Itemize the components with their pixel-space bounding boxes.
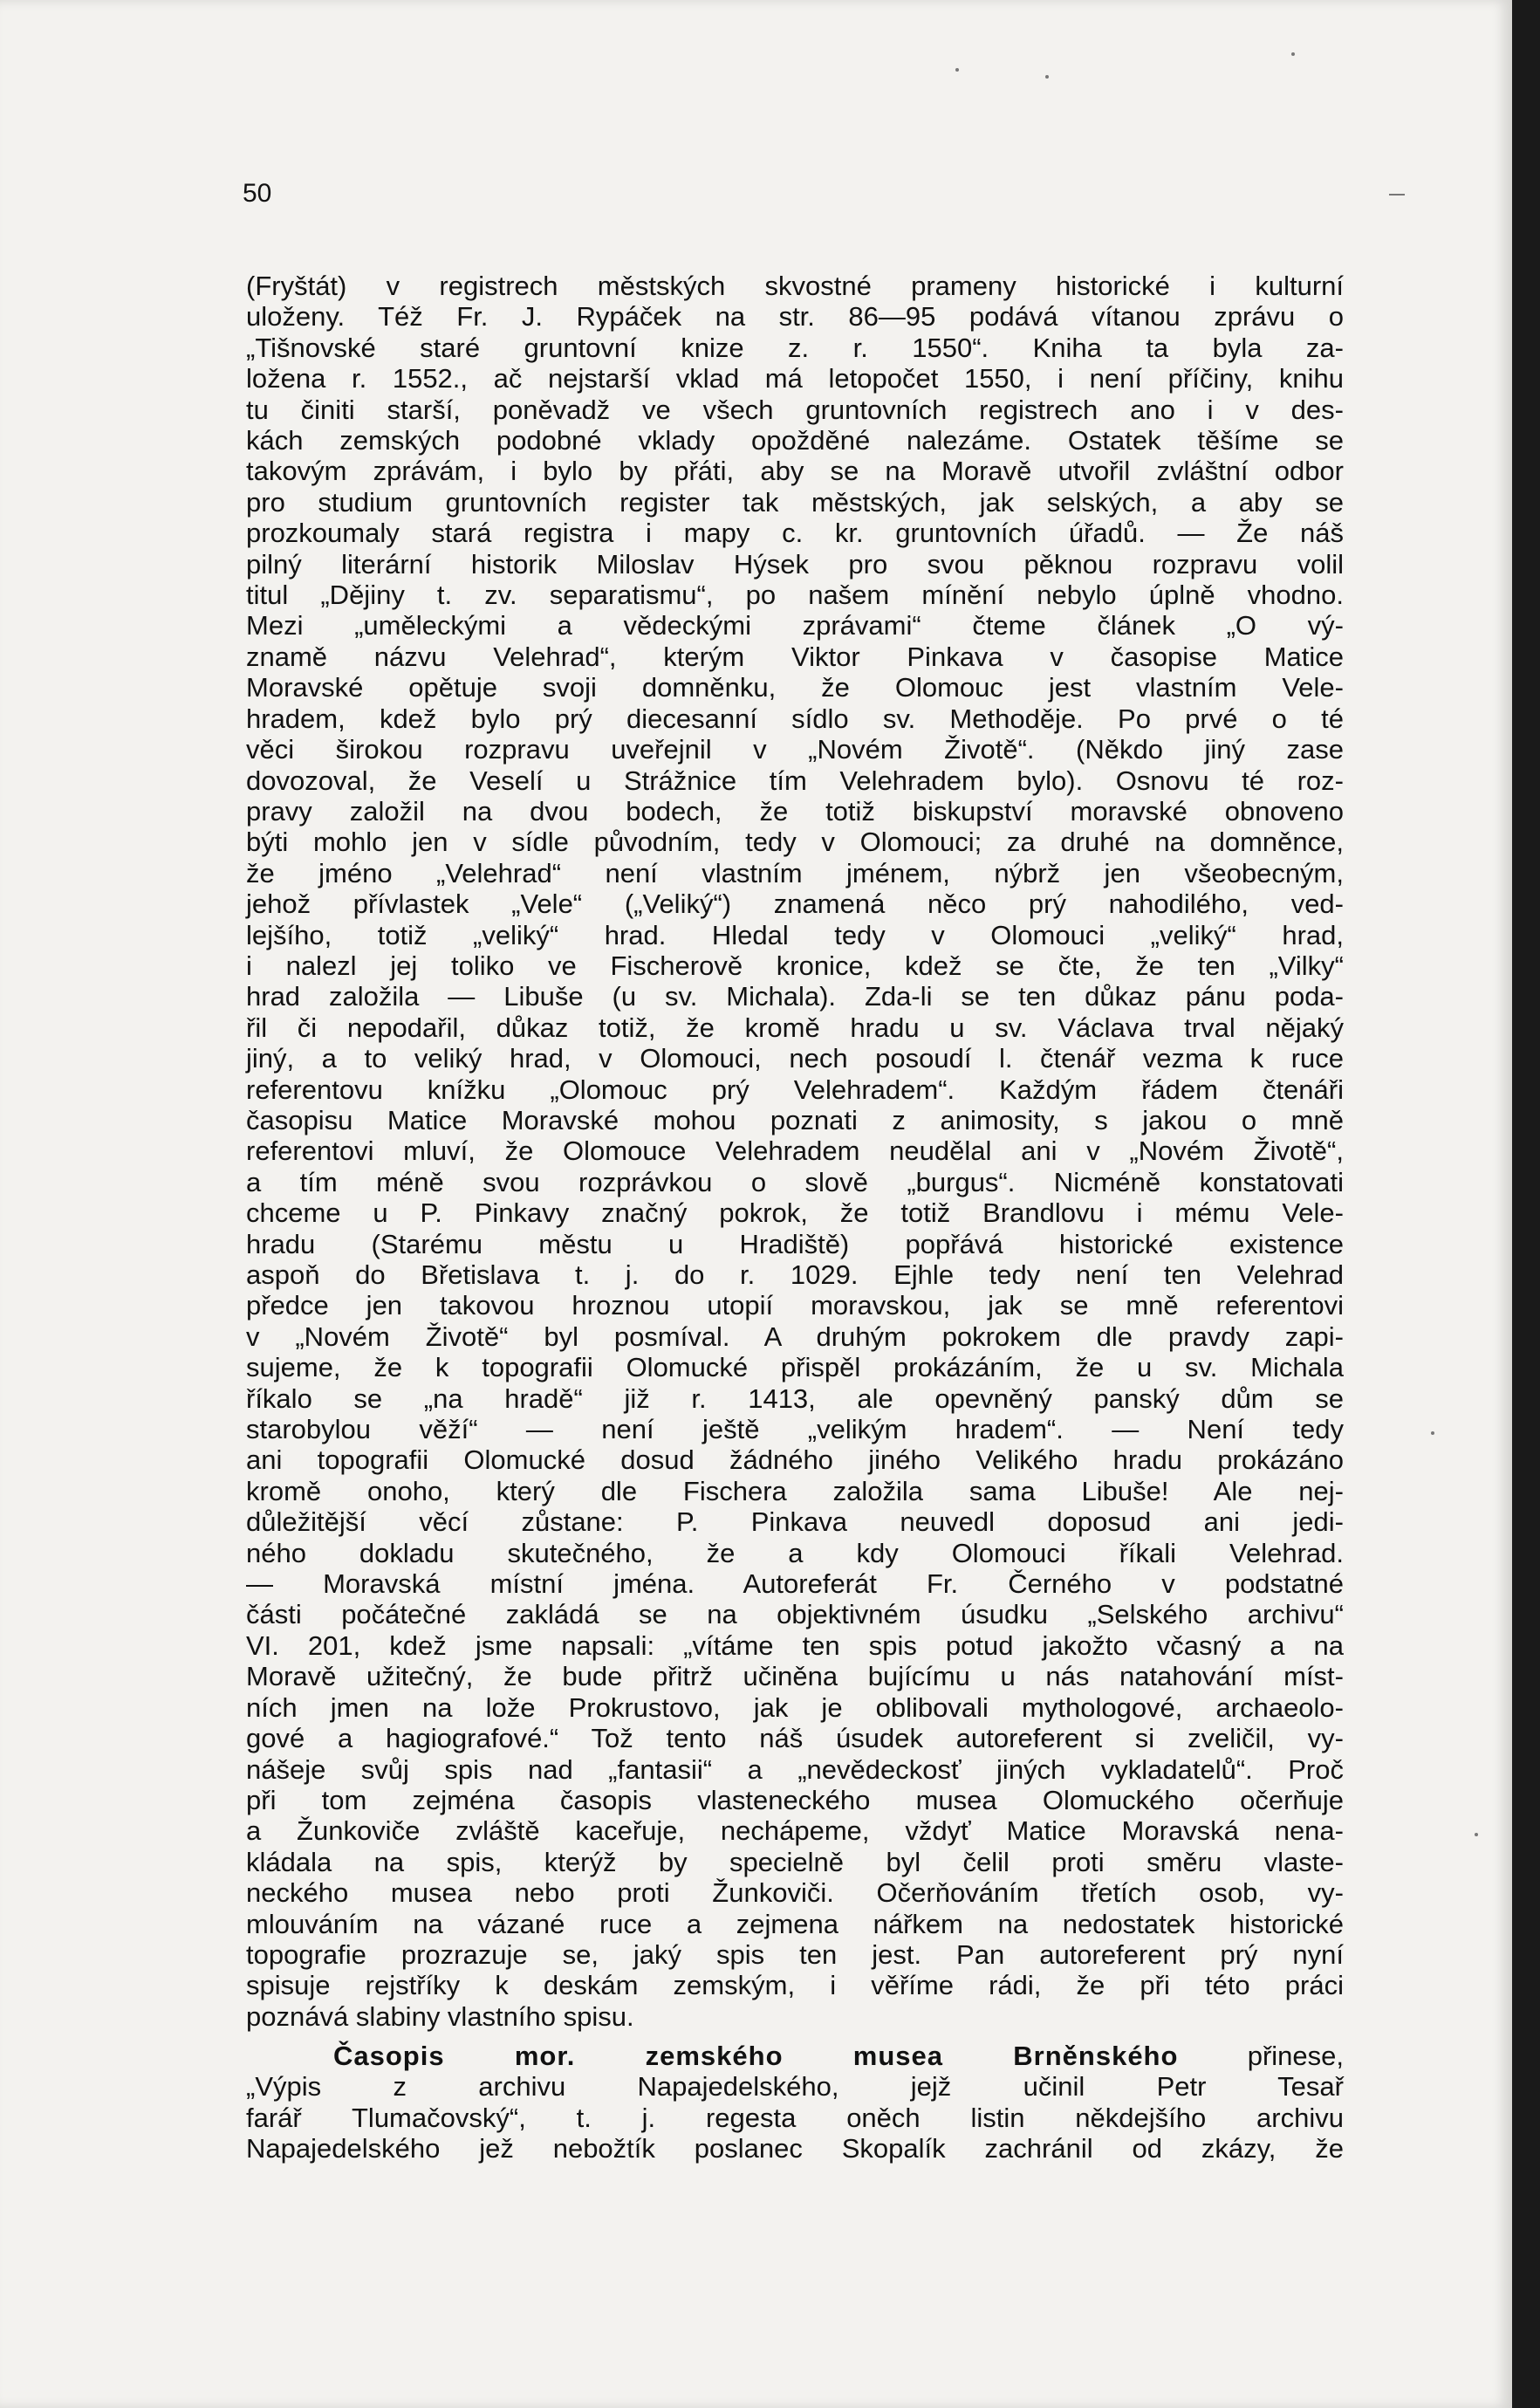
text-line: ného dokladu skutečného, že a kdy Olomouci říkali Velehrad.	[246, 1537, 1344, 1568]
text-line: že jméno „Velehrad“ není vlastním jménem, nýbrž jen všeobecným,	[246, 857, 1344, 888]
text-line: hrad založila — Libuše (u sv. Michala). Zda-li se ten důkaz pánu poda-	[246, 981, 1344, 1012]
text-line: prozkoumaly stará registra i mapy c. kr. gruntovních úřadů. — Že náš	[246, 518, 1344, 549]
text-line: poznává slabiny vlastního spisu.	[246, 2000, 634, 2032]
text-line: tu činiti starší, poněvadž ve všech gruntovních registrech ano i v des-	[246, 394, 1344, 425]
page-number: 50	[243, 179, 272, 208]
paragraph-first-line	[246, 2041, 1344, 2071]
second-paragraph	[246, 2041, 1344, 2164]
text-line: Mezi „uměleckými a vědeckými zprávami“ čteme článek „O vý-	[246, 610, 1344, 641]
text-line: kládala na spis, kterýž by specielně byl čelil proti směru vlaste-	[246, 1846, 1344, 1877]
text-line: říkalo se „na hradě“ již r. 1413, ale opevněný panský dům se	[246, 1382, 1344, 1414]
scan-speck	[1045, 75, 1049, 79]
text-line: ani topografii Olomucké dosud žádného jiného Velikého hradu prokázáno	[246, 1444, 1344, 1476]
text-line: kromě onoho, který dle Fischera založila sama Libuše! Ale nej-	[246, 1475, 1344, 1506]
text-line: jehož přívlastek „Vele“ („Veliký“) znamená něco prý nahodilého, ved-	[246, 888, 1344, 920]
text-line: takovým zprávám, i bylo by přáti, aby se na Moravě utvořil zvláštní odbor	[246, 456, 1344, 487]
text-line: řil či nepodařil, důkaz totiž, že kromě hradu u sv. Václava trval nějaký	[246, 1012, 1344, 1043]
text-line: aspoň do Břetislava t. j. do r. 1029. Ejhle tedy není ten Velehrad	[246, 1259, 1344, 1290]
text-line: hradem, kdež bylo prý diecesanní sídlo sv. Methoděje. Po prvé o té	[246, 703, 1344, 734]
text-line: hradu (Starému městu u Hradiště) popřává historické existence	[246, 1228, 1344, 1259]
text-line: pilný literární historik Miloslav Hýsek pro svou pěknou rozpravu volil	[246, 548, 1344, 580]
text-line: a Žunkoviče zvláště kaceřuje, nechápeme, vždyť Matice Moravská nena-	[246, 1815, 1344, 1847]
text-line: chceme u P. Pinkavy značný pokrok, že totiž Brandlovu i mému Vele-	[246, 1197, 1344, 1229]
scan-speck	[1389, 194, 1405, 196]
text-line: spisuje rejstříky k deskám zemským, i věříme rádi, že při této práci	[246, 1970, 1344, 2001]
text-line: v „Novém Životě“ byl posmíval. A druhým pokrokem dle pravdy zapi-	[246, 1321, 1344, 1352]
text-line: VI. 201, kdež jsme napsali: „vítáme ten spis potud jakožto včasný a na	[246, 1629, 1344, 1661]
text-line: referentovu knížku „Olomouc prý Velehradem“. Každým řádem čtenáři	[246, 1074, 1344, 1105]
text-line: farář Tlumačovský“, t. j. regesta oněch listin někdejšího archivu	[246, 2102, 1344, 2133]
text-line: Moravě užitečný, že bude přitrž učiněna bujícímu u nás natahování míst-	[246, 1661, 1344, 1692]
main-paragraph	[246, 271, 1344, 2032]
text-line: ložena r. 1552., ač nejstarší vklad má letopočet 1550, i není příčiny, knihu	[246, 363, 1344, 394]
text-line: důležitější věcí zůstane: P. Pinkava neuvedl doposud ani jedi-	[246, 1506, 1344, 1538]
text-line: gové a hagiografové.“ Tož tento náš úsudek autoreferent si zveličil, vy-	[246, 1723, 1344, 1754]
scan-speck	[1475, 1833, 1478, 1836]
text-line: a tím méně svou rozprávkou o slově „burgus“. Nicméně konstatovati	[246, 1166, 1344, 1197]
text-line: referentovi mluví, že Olomouce Velehradem neudělal ani v „Novém Životě“,	[246, 1135, 1344, 1167]
text-line: neckého musea nebo proti Žunkoviči. Očerňováním třetích osob, vy-	[246, 1877, 1344, 1909]
text-line: pro studium gruntovních register tak městských, jak selských, a aby se	[246, 486, 1344, 518]
text-line: při tom zejména časopis vlasteneckého musea Olomuckého očerňuje	[246, 1784, 1344, 1815]
text-line: „Tišnovské staré gruntovní knize z. r. 1550“. Kniha ta byla za-	[246, 332, 1344, 363]
text-line: věci širokou rozpravu uveřejnil v „Novém Životě“. (Někdo jiný zase	[246, 734, 1344, 765]
scan-speck	[955, 68, 959, 72]
first-line-rest: přinese,	[1178, 2041, 1344, 2071]
text-line: části počátečné zakládá se na objektivném úsudku „Selského archivu“	[246, 1599, 1344, 1630]
text-line: předce jen takovou hroznou utopií moravskou, jak se mně referentovi	[246, 1290, 1344, 1321]
scan-speck	[1431, 1431, 1434, 1435]
text-line: starobylou věží“ — není ještě „velikým hradem“. — Není tedy	[246, 1414, 1344, 1445]
text-line: — Moravská místní jména. Autoreferát Fr. Černého v podstatné	[246, 1568, 1344, 1600]
text-line: mlouváním na vázané ruce a zejmena nářkem na nedostatek historické	[246, 1908, 1344, 1939]
text-line: ních jmen na lože Prokrustovo, jak je oblibovali mythologové, archaeolo-	[246, 1691, 1344, 1723]
scan-speck	[1291, 52, 1295, 56]
text-line: i nalezl jej toliko ve Fischerově kronice, kdež se čte, že ten „Vilky“	[246, 950, 1344, 981]
text-line: titul „Dějiny t. zv. separatismu“, po našem mínění nebylo úplně vhodno.	[246, 580, 1344, 611]
text-line: pravy založil na dvou bodech, že totiž biskupství moravské obnoveno	[246, 795, 1344, 827]
text-line: nášeje svůj spis nad „fantasii“ a „nevědeckosť jiných vykladatelů“. Proč	[246, 1753, 1344, 1785]
text-line: Moravské opětuje svoji domněnku, že Olomouc jest vlastním Vele-	[246, 672, 1344, 703]
second-paragraph-lines	[246, 2071, 1344, 2164]
text-line: časopisu Matice Moravské mohou poznati z animosity, s jakou o mně	[246, 1104, 1344, 1135]
text-line: sujeme, že k topografii Olomucké přispěl prokázáním, že u sv. Michala	[246, 1352, 1344, 1383]
text-line: lejšího, totiž „veliký“ hrad. Hledal tedy v Olomouci „veliký“ hrad,	[246, 919, 1344, 950]
text-line: „Výpis z archivu Napajedelského, jejž učinil Petr Tesař	[246, 2071, 1344, 2103]
text-line: kách zemských podobné vklady opožděné nalezáme. Ostatek těšíme se	[246, 425, 1344, 456]
text-line: Napajedelského jež nebožtík poslanec Skopalík zachránil od zkázy, že	[246, 2133, 1344, 2164]
journal-title-heading: Časopis mor. zemského musea Brněnského	[333, 2041, 1179, 2071]
text-line: znamě názvu Velehrad“, kterým Viktor Pinkava v časopise Matice	[246, 641, 1344, 672]
paragraph-body	[246, 271, 1344, 2032]
text-line: býti mohlo jen v sídle původním, tedy v Olomouci; za druhé na domněnce,	[246, 827, 1344, 858]
text-line: uloženy. Též Fr. J. Rypáček na str. 86—95 podává vítanou zprávu o	[246, 301, 1344, 333]
text-line: dovozoval, že Veselí u Strážnice tím Velehradem bylo). Osnovu té roz-	[246, 765, 1344, 796]
text-line: (Fryštát) v registrech městských skvostné prameny historické i kulturní	[246, 271, 1344, 301]
text-line: jiný, a to veliký hrad, v Olomouci, nech posoudí l. čtenář vezma k ruce	[246, 1043, 1344, 1074]
text-line: topografie prozrazuje se, jaký spis ten jest. Pan autoreferent prý nyní	[246, 1938, 1344, 1970]
